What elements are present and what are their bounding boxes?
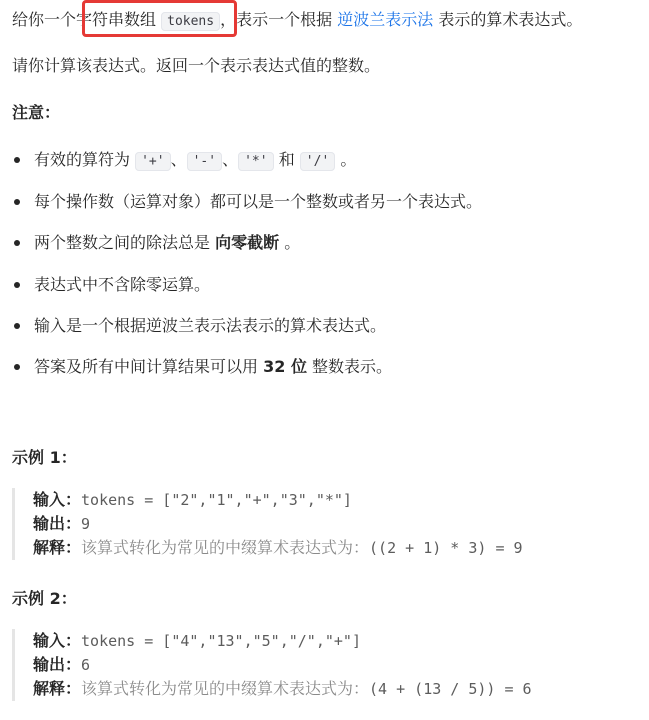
operator-code: '*' [238,152,273,171]
output-value: 6 [81,656,91,674]
note-item-operands: 每个操作数（运算对象）都可以是一个整数或者另一个表达式。 [34,192,483,211]
note-item-rpn-input: 输入是一个根据逆波兰表示法表示的算术表达式。 [34,316,387,335]
example-2-title [12,587,77,611]
note-item-no-zero: 表达式中不含除零运算。 [34,275,211,294]
example-input [33,488,649,512]
input-label: 输入： [33,490,82,509]
note-text: 。 [340,150,357,169]
explain-text: 该算式转化为常见的中缀算术表达式为： [81,679,370,698]
note-bold: 32 位 [263,357,307,376]
example-explanation [33,536,649,560]
example-1-title [12,446,77,470]
bullet-dot [14,364,20,370]
note-item-32bit [34,355,392,379]
explain-expr: ((2 + 1) * 3) = 9 [369,539,523,557]
operator-code: '+' [135,152,170,171]
explain-label: 解释： [33,679,82,698]
example-2-block [12,629,649,701]
bullet-dot [14,199,20,205]
note-text: 整数表示。 [312,357,393,376]
bullet-dot [14,240,20,246]
note-item-operators [34,148,356,174]
input-value: tokens = ["2","1","+","3","*"] [81,491,352,509]
output-label: 输出： [33,514,82,533]
example-1-block [12,488,649,560]
explain-expr: (4 + (13 / 5)) = 6 [369,680,532,698]
note-text: 答案及所有中间计算结果可以用 [34,357,259,376]
intro-paragraph-2: 请你计算该表达式。返回一个表示表达式值的整数。 [12,56,381,75]
rpn-link[interactable]: 逆波兰表示法 [337,10,434,29]
highlight-box [82,0,237,37]
note-text: 。 [284,233,301,252]
notes-heading [12,101,60,125]
operator-code: '/' [300,152,335,171]
note-text: 两个整数之间的除法总是 [34,233,211,252]
note-text: 和 [278,150,295,169]
output-value: 9 [81,515,91,533]
note-item-division [34,231,300,255]
notes-heading-text: 注意： [12,103,61,122]
separator: 、 [222,150,239,169]
intro-text-b: 字符串数组 [76,10,157,29]
example-output [33,653,649,677]
bullet-dot [14,157,20,163]
example-output [33,512,649,536]
input-label: 输入： [33,631,82,650]
note-text: 有效的算符为 [34,150,131,169]
example-title-text: 示例 2： [12,589,77,608]
example-input [33,629,649,653]
input-value: tokens = ["4","13","5","/","+"] [81,632,361,650]
example-explanation [33,677,649,701]
explain-label: 解释： [33,538,82,557]
tokens-code: tokens [161,12,220,31]
note-bold: 向零截断 [215,233,280,252]
output-label: 输出： [33,655,82,674]
separator: 、 [170,150,187,169]
intro-text-a: 给你一个 [12,10,77,29]
operator-code: '-' [187,152,222,171]
bullet-dot [14,323,20,329]
intro-text-d: 表示的算术表达式。 [438,10,583,29]
bullet-dot [14,282,20,288]
intro-text-c: ，表示一个根据 [220,10,333,29]
example-title-text: 示例 1： [12,448,77,467]
explain-text: 该算式转化为常见的中缀算术表达式为： [81,538,370,557]
